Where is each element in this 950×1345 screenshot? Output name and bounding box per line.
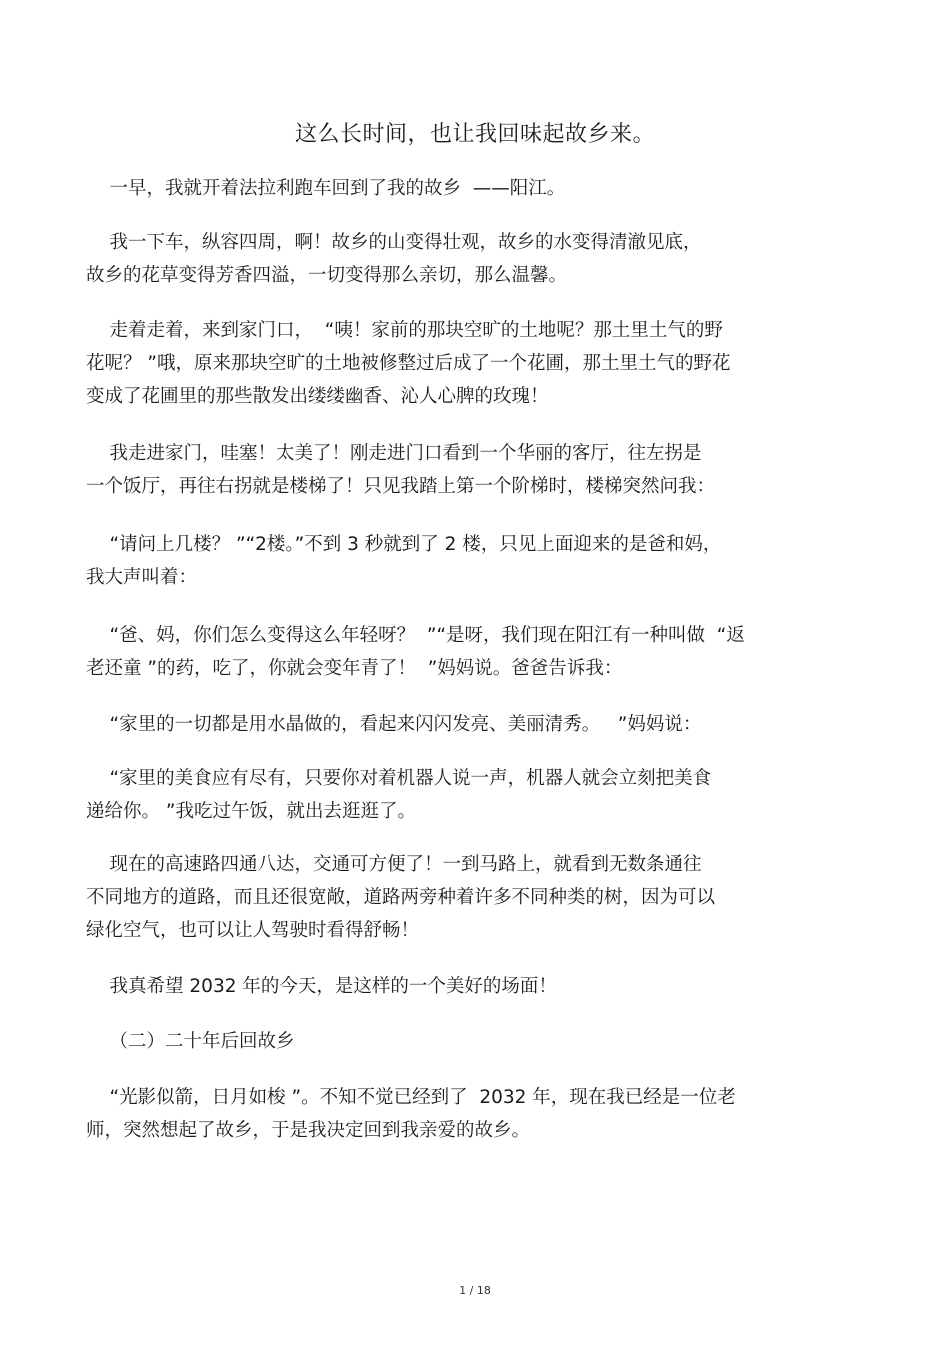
- paragraph-line: 老还童 ”的药，吃了，你就会变年青了！ ”妈妈说。爸爸告诉我：: [86, 658, 623, 679]
- paragraph-line: “请问上几楼？ ”“2楼。”不到 3 秒就到了 2 楼，只见上面迎来的是爸和妈，: [86, 534, 722, 555]
- paragraph-11: [86, 1025, 866, 1058]
- paragraph-line: 走着走着，来到家门口， “咦！家前的那块空旷的土地呢？那土里土气的野: [86, 320, 723, 341]
- paragraph-line: 一个饭厅，再往右拐就是楼梯了！只见我踏上第一个阶梯时，楼梯突然问我：: [86, 476, 716, 497]
- page-number: 1 / 18: [459, 1284, 491, 1297]
- paragraph-line: 现在的高速路四通八达，交通可方便了！一到马路上，就看到无数条通往: [86, 854, 702, 875]
- paragraph-2: [86, 226, 866, 292]
- paragraph-line: 我真希望 2032 年的今天，是这样的一个美好的场面！: [86, 976, 557, 997]
- paragraph-line: 变成了花圃里的那些散发出缕缕幽香、沁人心脾的玫瑰！: [86, 386, 549, 407]
- paragraph-line: 故乡的花草变得芳香四溢，一切变得那么亲切，那么温馨。: [86, 265, 568, 286]
- paragraph-line: “爸、妈，你们怎么变得这么年轻呀？ ”“是呀，我们现在阳江有一种叫做 “返: [86, 625, 745, 646]
- paragraph-4: [86, 437, 866, 503]
- paragraph-line: 花呢？ ”哦，原来那块空旷的土地被修整过后成了一个花圃，那土里土气的野花: [86, 353, 731, 374]
- paragraph-line: 递给你。 ”我吃过午饭，就出去逛逛了。: [86, 801, 416, 822]
- document-title: 这么长时间，也让我回味起故乡来。: [294, 122, 655, 147]
- paragraph-9: [86, 848, 866, 947]
- paragraph-line: 我一下车，纵容四周，啊！故乡的山变得壮观，故乡的水变得清澈见底，: [86, 232, 702, 253]
- paragraph-3: [86, 314, 866, 413]
- paragraph-6: [86, 619, 866, 685]
- paragraph-1: [86, 172, 866, 205]
- paragraph-10: [86, 970, 866, 1003]
- paragraph-line: “家里的美食应有尽有，只要你对着机器人说一声，机器人就会立刻把美食: [86, 768, 712, 789]
- paragraph-12: [86, 1081, 866, 1147]
- paragraph-line: 师，突然想起了故乡，于是我决定回到我亲爱的故乡。: [86, 1120, 531, 1141]
- paragraph-line: 一早，我就开着法拉利跑车回到了我的故乡 ——阳江。: [86, 178, 566, 199]
- paragraph-7: [86, 708, 866, 741]
- paragraph-line: 我走进家门，哇塞！太美了！刚走进门口看到一个华丽的客厅，往左拐是: [86, 443, 702, 464]
- paragraph-line: 我大声叫着：: [86, 567, 198, 588]
- paragraph-line: 不同地方的道路，而且还很宽敞，道路两旁种着许多不同种类的树，因为可以: [86, 887, 716, 908]
- paragraph-line: 绿化空气，也可以让人驾驶时看得舒畅！: [86, 920, 420, 941]
- paragraph-8: [86, 762, 866, 828]
- paragraph-line: “家里的一切都是用水晶做的，看起来闪闪发亮、美丽清秀。 ”妈妈说：: [86, 714, 702, 735]
- paragraph-line: “光影似箭，日月如梭 ”。不知不觉已经到了 2032 年，现在我已经是一位老: [86, 1087, 736, 1108]
- paragraph-5: [86, 528, 866, 594]
- paragraph-line: （二）二十年后回故乡: [86, 1031, 295, 1052]
